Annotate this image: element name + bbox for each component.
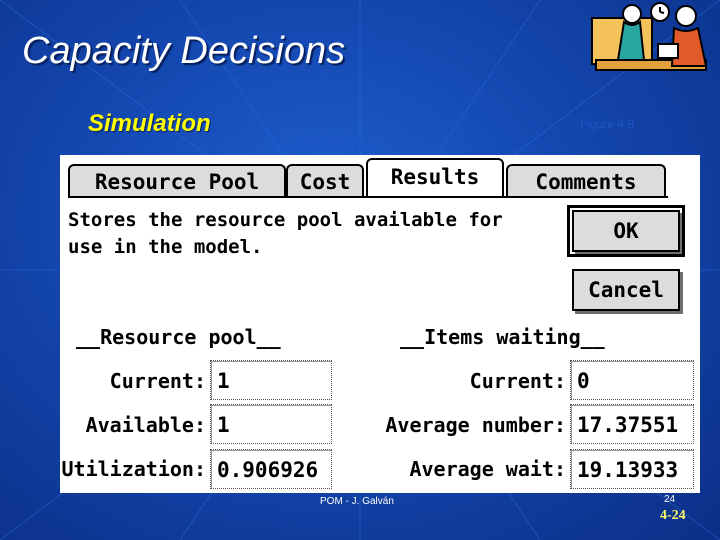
rp-current-field[interactable]: 1 xyxy=(210,360,332,400)
tab-results[interactable]: Results xyxy=(366,158,504,198)
ok-button[interactable]: OK xyxy=(572,210,680,252)
dialog-description xyxy=(68,207,558,261)
resource-pool-heading: __Resource pool__ xyxy=(76,325,281,349)
page-number: 24 xyxy=(664,494,676,505)
description-line-1: Stores the resource pool available for xyxy=(68,209,503,231)
tab-bar xyxy=(68,158,668,198)
rp-available-field[interactable]: 1 xyxy=(210,404,332,444)
rp-utilization-field[interactable]: 0.906926 xyxy=(210,449,332,489)
tab-divider xyxy=(68,196,668,198)
meeting-clipart-icon xyxy=(588,0,716,84)
tab-cost[interactable]: Cost xyxy=(286,164,364,196)
iw-average-number-label: Average number: xyxy=(385,413,566,437)
description-line-2: use in the model. xyxy=(68,236,263,258)
iw-average-number-field[interactable]: 17.37551 xyxy=(570,404,694,444)
rp-current-label: Current: xyxy=(109,369,206,393)
iw-average-wait-field[interactable]: 19.13933 xyxy=(570,449,694,489)
cancel-button[interactable]: Cancel xyxy=(572,269,680,311)
iw-current-label: Current: xyxy=(469,369,566,393)
rp-available-label: Available: xyxy=(85,413,206,437)
slide-title: Capacity Decisions xyxy=(22,30,346,72)
iw-current-field[interactable]: 0 xyxy=(570,360,694,400)
items-waiting-heading: __Items waiting__ xyxy=(400,325,605,349)
rp-utilization-label: Utilization: xyxy=(61,457,206,481)
slide-subtitle: Simulation xyxy=(88,110,211,137)
slide-footer: POM - J. Galván xyxy=(320,496,394,507)
page-code: 4-24 xyxy=(660,508,686,523)
tab-comments[interactable]: Comments xyxy=(506,164,666,196)
iw-average-wait-label: Average wait: xyxy=(409,457,566,481)
tab-resource-pool[interactable]: Resource Pool xyxy=(68,164,286,196)
results-dialog xyxy=(60,155,700,493)
figure-label: Figure 4.8 xyxy=(580,117,635,131)
